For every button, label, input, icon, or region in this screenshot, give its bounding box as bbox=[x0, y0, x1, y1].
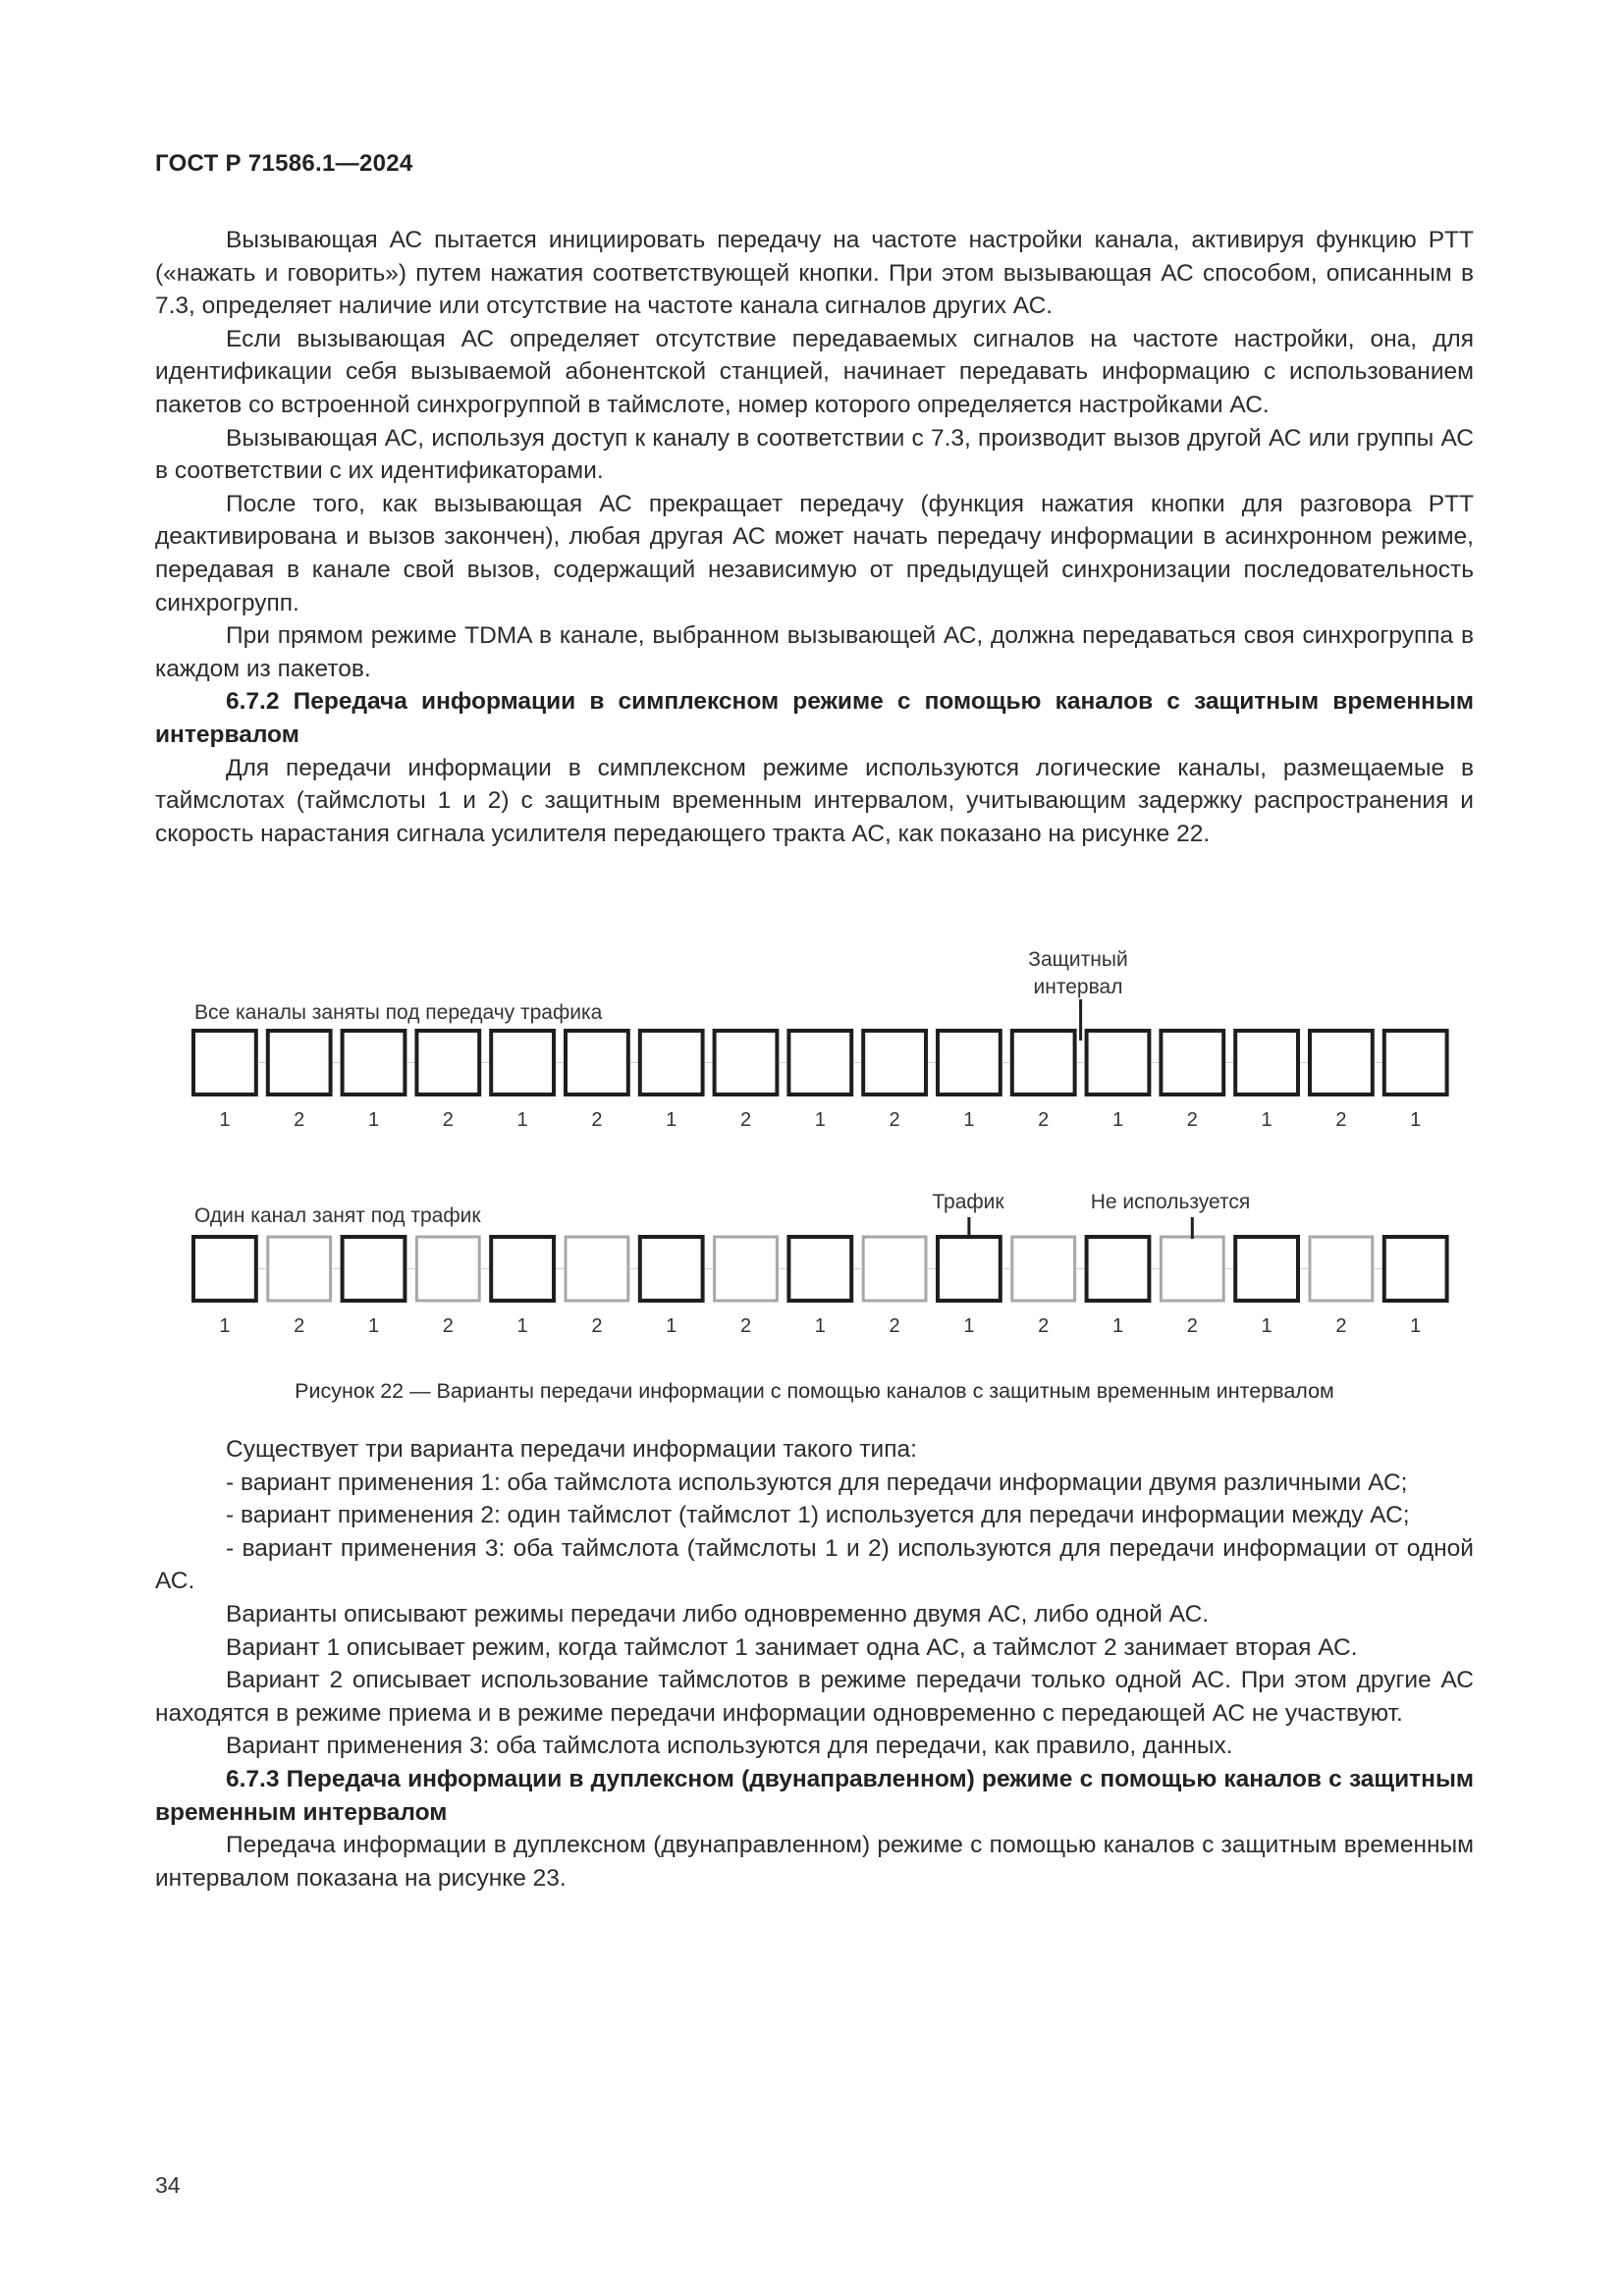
row1-label: Все каналы заняты под передачу трафика bbox=[194, 1001, 603, 1024]
row2-slot-number: 1 bbox=[1261, 1315, 1272, 1337]
row2-timeslot-box bbox=[1384, 1237, 1447, 1301]
paragraph: Передача информации в дуплексном (двунаправленном) режиме с помощью каналов с защитным временным интервалом показана на рисунке 23. bbox=[155, 1832, 1474, 1892]
row2-slot-number: 2 bbox=[1335, 1315, 1347, 1337]
guard-interval-label: Защитный bbox=[1028, 948, 1128, 971]
row2-slot-number: 1 bbox=[1111, 1315, 1124, 1337]
row2-label: Один канал занят под трафик bbox=[194, 1204, 481, 1227]
list-item: - вариант применения 3: оба таймслота (таймслоты 1 и 2) используются для передачи информации от одной АС. bbox=[155, 1534, 1474, 1595]
text-block-top bbox=[155, 224, 1474, 850]
paragraph: Вариант 2 описывает использование таймслотов в режиме передачи только одной АС. При этом другие АС находятся в режиме приема и в режиме передачи информации одновременно с передающей АС не участвуют. bbox=[155, 1667, 1474, 1727]
paragraph: Вариант применения 3: оба таймслота используются для передачи, как правило, данных. bbox=[226, 1733, 1233, 1760]
row1-timeslot-box bbox=[1087, 1031, 1150, 1095]
row2-slot-number: 1 bbox=[516, 1315, 528, 1337]
guard-interval-label-line2: интервал bbox=[1033, 976, 1123, 998]
row1-timeslot-box bbox=[938, 1031, 1001, 1095]
row2-timeslot-box bbox=[193, 1237, 256, 1301]
row2-slot-number: 2 bbox=[739, 1315, 752, 1337]
row1-slot-number: 2 bbox=[1038, 1109, 1050, 1131]
list-item: - вариант применения 2: один таймслот (таймслот 1) используется для передачи информации между АС; bbox=[226, 1502, 1410, 1529]
document-header: ГОСТ Р 71586.1—2024 bbox=[155, 150, 413, 177]
row1-timeslot-box bbox=[640, 1031, 703, 1095]
row1-slot-number: 2 bbox=[294, 1109, 305, 1131]
row1-timeslot-box bbox=[1161, 1031, 1223, 1095]
paragraph: Для передачи информации в симплексном режиме используются логические каналы, размещаемые в таймслотах (таймслоты 1 и 2) с защитным временным интервалом, учитывающим задержку распространения и скорость нарастания сигнала усилителя передающего тракта АС, как показано на рисунке 22. bbox=[155, 754, 1474, 847]
row2-timeslot-box bbox=[863, 1237, 926, 1301]
row2-timeslot-box bbox=[491, 1237, 554, 1301]
traffic-label: Трафик bbox=[932, 1191, 1004, 1213]
row2-slot-number: 2 bbox=[294, 1315, 305, 1337]
paragraph: Если вызывающая АС определяет отсутствие передаваемых сигналов на частоте настройки, она, для идентификации себя вызываемой абонентской станцией, начинает передавать информацию с использованием пакетов со встроенной синхрогруппой в таймслоте, номер которого определяется настройками АС. bbox=[155, 325, 1474, 418]
row1-slot-number: 2 bbox=[1186, 1109, 1198, 1131]
row2-timeslot-box bbox=[1012, 1237, 1075, 1301]
text-block-bottom bbox=[155, 1433, 1474, 1895]
row1-slot-number: 2 bbox=[739, 1109, 752, 1131]
timeslot-diagram bbox=[155, 933, 1474, 1364]
paragraph: Вызывающая АС, используя доступ к каналу в соответствии с 7.3, производит вызов другой АС или группы АС в соответствии с их идентификаторами. bbox=[155, 424, 1474, 485]
unused-label: Не используется bbox=[1090, 1191, 1251, 1213]
row1-slot-number: 1 bbox=[666, 1109, 677, 1131]
row1-timeslot-box bbox=[193, 1031, 256, 1095]
row1-timeslot-box bbox=[1384, 1031, 1447, 1095]
row1-slot-number: 1 bbox=[516, 1109, 528, 1131]
row2-slot-number: 2 bbox=[1038, 1315, 1050, 1337]
row2-timeslot-box bbox=[566, 1237, 628, 1301]
row1-slot-number: 1 bbox=[219, 1109, 231, 1131]
row2-timeslot-box bbox=[640, 1237, 703, 1301]
row2-slot-number: 1 bbox=[219, 1315, 231, 1337]
row1-slot-number: 1 bbox=[367, 1109, 380, 1131]
row1-timeslot-box bbox=[863, 1031, 926, 1095]
row2-slot-number: 2 bbox=[442, 1315, 454, 1337]
row1-slot-number: 1 bbox=[963, 1109, 975, 1131]
row2-timeslot-box bbox=[788, 1237, 851, 1301]
row1-slot-number: 2 bbox=[442, 1109, 454, 1131]
page-number: 34 bbox=[155, 2172, 181, 2198]
row1-timeslot-box bbox=[1235, 1031, 1298, 1095]
row1-slot-number: 2 bbox=[1335, 1109, 1347, 1131]
row2-slot-number: 1 bbox=[367, 1315, 380, 1337]
row2-slots bbox=[188, 1237, 1453, 1337]
row1-slot-number: 1 bbox=[814, 1109, 826, 1131]
row1-timeslot-box bbox=[1310, 1031, 1373, 1095]
row2-timeslot-box bbox=[715, 1237, 778, 1301]
row2-timeslot-box bbox=[343, 1237, 406, 1301]
row1-slot-number: 1 bbox=[1410, 1109, 1422, 1131]
figure-caption: Рисунок 22 — Варианты передачи информации с помощью каналов с защитным временным интервалом bbox=[295, 1379, 1334, 1403]
section-heading-6-7-2: 6.7.2 Передача информации в симплексном режиме с помощью каналов с защитным временным интервалом bbox=[155, 688, 1474, 748]
row1-timeslot-box bbox=[416, 1031, 479, 1095]
row2-slot-number: 1 bbox=[963, 1315, 975, 1337]
row1-timeslot-box bbox=[715, 1031, 778, 1095]
row2-timeslot-box bbox=[1235, 1237, 1298, 1301]
row2-slot-number: 2 bbox=[591, 1315, 603, 1337]
paragraph: Вызывающая АС пытается инициировать передачу на частоте настройки канала, активируя функцию PTT («нажать и говорить») путем нажатия соответствующей кнопки. При этом вызывающая АС способом, описанным в 7.3, определяет наличие или отсутствие на частоте канала сигналов других АС. bbox=[155, 227, 1474, 320]
row2-slot-number: 1 bbox=[666, 1315, 677, 1337]
row2-slot-number: 2 bbox=[889, 1315, 900, 1337]
row1-slot-number: 1 bbox=[1261, 1109, 1272, 1131]
paragraph: При прямом режиме TDMA в канале, выбранном вызывающей АС, должна передаваться своя синхрогруппа в каждом из пакетов. bbox=[155, 622, 1474, 682]
paragraph: Существует три варианта передачи информации такого типа: bbox=[226, 1436, 917, 1463]
section-heading-6-7-3: 6.7.3 Передача информации в дуплексном (двунаправленном) режиме с помощью каналов с защитным временным интервалом bbox=[155, 1765, 1474, 1826]
row2-timeslot-box bbox=[268, 1237, 331, 1301]
row1-timeslot-box bbox=[491, 1031, 554, 1095]
row2-timeslot-box bbox=[1310, 1237, 1373, 1301]
paragraph: Варианты описывают режимы передачи либо одновременно двумя АС, либо одной АС. bbox=[226, 1600, 1210, 1628]
row1-slot-number: 2 bbox=[889, 1109, 900, 1131]
list-item: - вариант применения 1: оба таймслота используются для передачи информации двумя различными АС; bbox=[226, 1468, 1408, 1496]
row1-timeslot-box bbox=[788, 1031, 851, 1095]
row2-slot-number: 1 bbox=[1410, 1315, 1422, 1337]
row2-timeslot-box bbox=[1161, 1237, 1223, 1301]
row2-timeslot-box bbox=[1087, 1237, 1150, 1301]
paragraph: Вариант 1 описывает режим, когда таймслот 1 занимает одна АС, а таймслот 2 занимает вторая АС. bbox=[226, 1633, 1358, 1661]
paragraph: После того, как вызывающая АС прекращает передачу (функция нажатия кнопки для разговора PTT деактивирована и вызов закончен), любая другая АС может начать передачу информации в асинхронном режиме, передавая в канале свой вызов, содержащий независимую от предыдущей синхронизации последовательность синхрогрупп. bbox=[155, 490, 1474, 616]
row1-slot-number: 2 bbox=[591, 1109, 603, 1131]
row2-timeslot-box bbox=[416, 1237, 479, 1301]
figure-22 bbox=[155, 933, 1474, 1394]
row1-timeslot-box bbox=[343, 1031, 406, 1095]
row1-timeslot-box bbox=[566, 1031, 628, 1095]
row1-timeslot-box bbox=[268, 1031, 331, 1095]
row2-slot-number: 2 bbox=[1186, 1315, 1198, 1337]
row2-timeslot-box bbox=[938, 1237, 1001, 1301]
row1-timeslot-box bbox=[1012, 1031, 1075, 1095]
row1-slot-number: 1 bbox=[1111, 1109, 1124, 1131]
row2-slot-number: 1 bbox=[814, 1315, 826, 1337]
row1-slots bbox=[188, 1031, 1453, 1131]
